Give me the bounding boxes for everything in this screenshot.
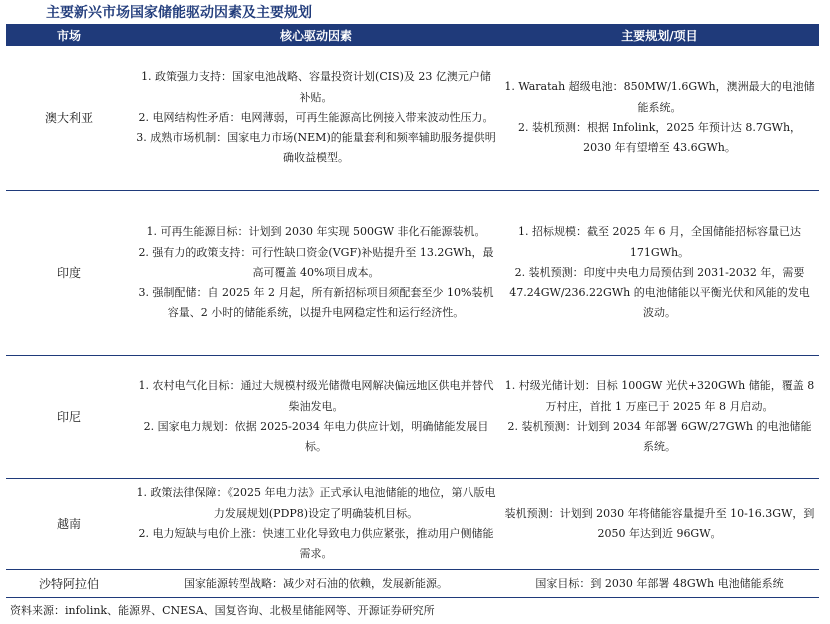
plan-item: 1. 村级光储计划：目标 100GW 光伏+320GWh 储能，覆盖 8 万村庄，首批 1 万座已于 2025 年 8 月启动。 <box>504 379 815 413</box>
plan-item: 2. 装机预测：计划到 2034 年部署 6GW/27GWh 的电池储能系统。 <box>507 420 812 454</box>
header-plans: 主要规划/项目 <box>500 24 819 46</box>
driver-item: 3. 强制配储：自 2025 年 2 月起，所有新招标项目须配套至少 10%装机容量、2 小时的储能系统，以提升电网稳定性和运行经济性。 <box>138 286 494 320</box>
table-row <box>6 191 819 356</box>
market-cell: 印尼 <box>6 356 132 479</box>
plan-item: 国家目标：到 2030 年部署 48GWh 电池储能系统 <box>535 576 784 590</box>
driver-item: 1. 政策强力支持：国家电池战略、容量投资计划(CIS)及 23 亿澳元户储补贴。 <box>141 70 491 104</box>
table-row <box>6 570 819 598</box>
driver-item: 2. 强有力的政策支持：可行性缺口资金(VGF)补贴提升至 13.2GWh，最高可覆盖 40%项目成本。 <box>138 245 494 279</box>
market-cell: 澳大利亚 <box>6 46 132 191</box>
driver-item: 1. 农村电气化目标：通过大规模村级光储微电网解决偏远地区供电并替代柴油发电。 <box>138 379 494 413</box>
table-row <box>6 356 819 479</box>
table-row <box>6 46 819 191</box>
drivers-cell <box>132 191 500 356</box>
driver-item: 2. 电力短缺与电价上涨：快速工业化导致电力供应紧张，推动用户侧储能需求。 <box>138 527 494 561</box>
plans-cell <box>500 46 819 191</box>
header-drivers: 核心驱动因素 <box>132 24 500 46</box>
plan-item: 1. Waratah 超级电池：850MW/1.6GWh，澳洲最大的电池储能系统。 <box>504 80 815 114</box>
driver-item: 2. 国家电力规划：依据 2025-2034 年电力供应计划，明确储能发展目标。 <box>143 420 489 454</box>
plan-item: 2. 装机预测：印度中央电力局预估到 2031-2032 年，需要 47.24GW/236.22GWh 的电池储能以平衡光伏和风能的发电波动。 <box>509 265 810 320</box>
plans-cell <box>500 479 819 570</box>
plans-cell <box>500 191 819 356</box>
market-cell: 沙特阿拉伯 <box>6 570 132 598</box>
driver-item: 1. 可再生能源目标：计划到 2030 年实现 500GW 非化石能源装机。 <box>146 225 486 239</box>
driver-item: 3. 成熟市场机制：国家电力市场(NEM)的能量套利和频率辅助服务提供明确收益模型。 <box>136 131 496 165</box>
market-cell: 越南 <box>6 479 132 570</box>
market-table <box>6 24 819 598</box>
plans-cell <box>500 356 819 479</box>
driver-item: 国家能源转型战略：减少对石油的依赖，发展新能源。 <box>184 576 448 590</box>
drivers-cell <box>132 356 500 479</box>
drivers-cell <box>132 46 500 191</box>
driver-item: 2. 电网结构性矛盾：电网薄弱，可再生能源高比例接入带来波动性压力。 <box>138 110 494 124</box>
source-note: 资料来源：infolink、能源界、CNESA、国复咨询、北极星储能网等、开源证券研究所 <box>10 604 435 617</box>
plans-cell <box>500 570 819 598</box>
table-row <box>6 479 819 570</box>
driver-item: 1. 政策法律保障：《2025 年电力法》正式承认电池储能的地位，第八版电力发展规划(PDP8)设定了明确装机目标。 <box>136 486 496 520</box>
header-market: 市场 <box>6 24 132 46</box>
page-title: 主要新兴市场国家储能驱动因素及主要规划 <box>46 5 312 21</box>
plan-item: 1. 招标规模：截至 2025 年 6 月，全国储能招标容量已达 171GWh。 <box>518 225 801 259</box>
drivers-cell <box>132 479 500 570</box>
plan-item: 装机预测：计划到 2030 年将储能容量提升至 10-16.3GW，到 2050 年达到近 96GW。 <box>504 506 815 540</box>
drivers-cell <box>132 570 500 598</box>
table-header-row <box>6 24 819 46</box>
market-cell: 印度 <box>6 191 132 356</box>
plan-item: 2. 装机预测：根据 Infolink，2025 年预计达 8.7GWh，2030 年有望增至 43.6GWh。 <box>517 121 802 155</box>
